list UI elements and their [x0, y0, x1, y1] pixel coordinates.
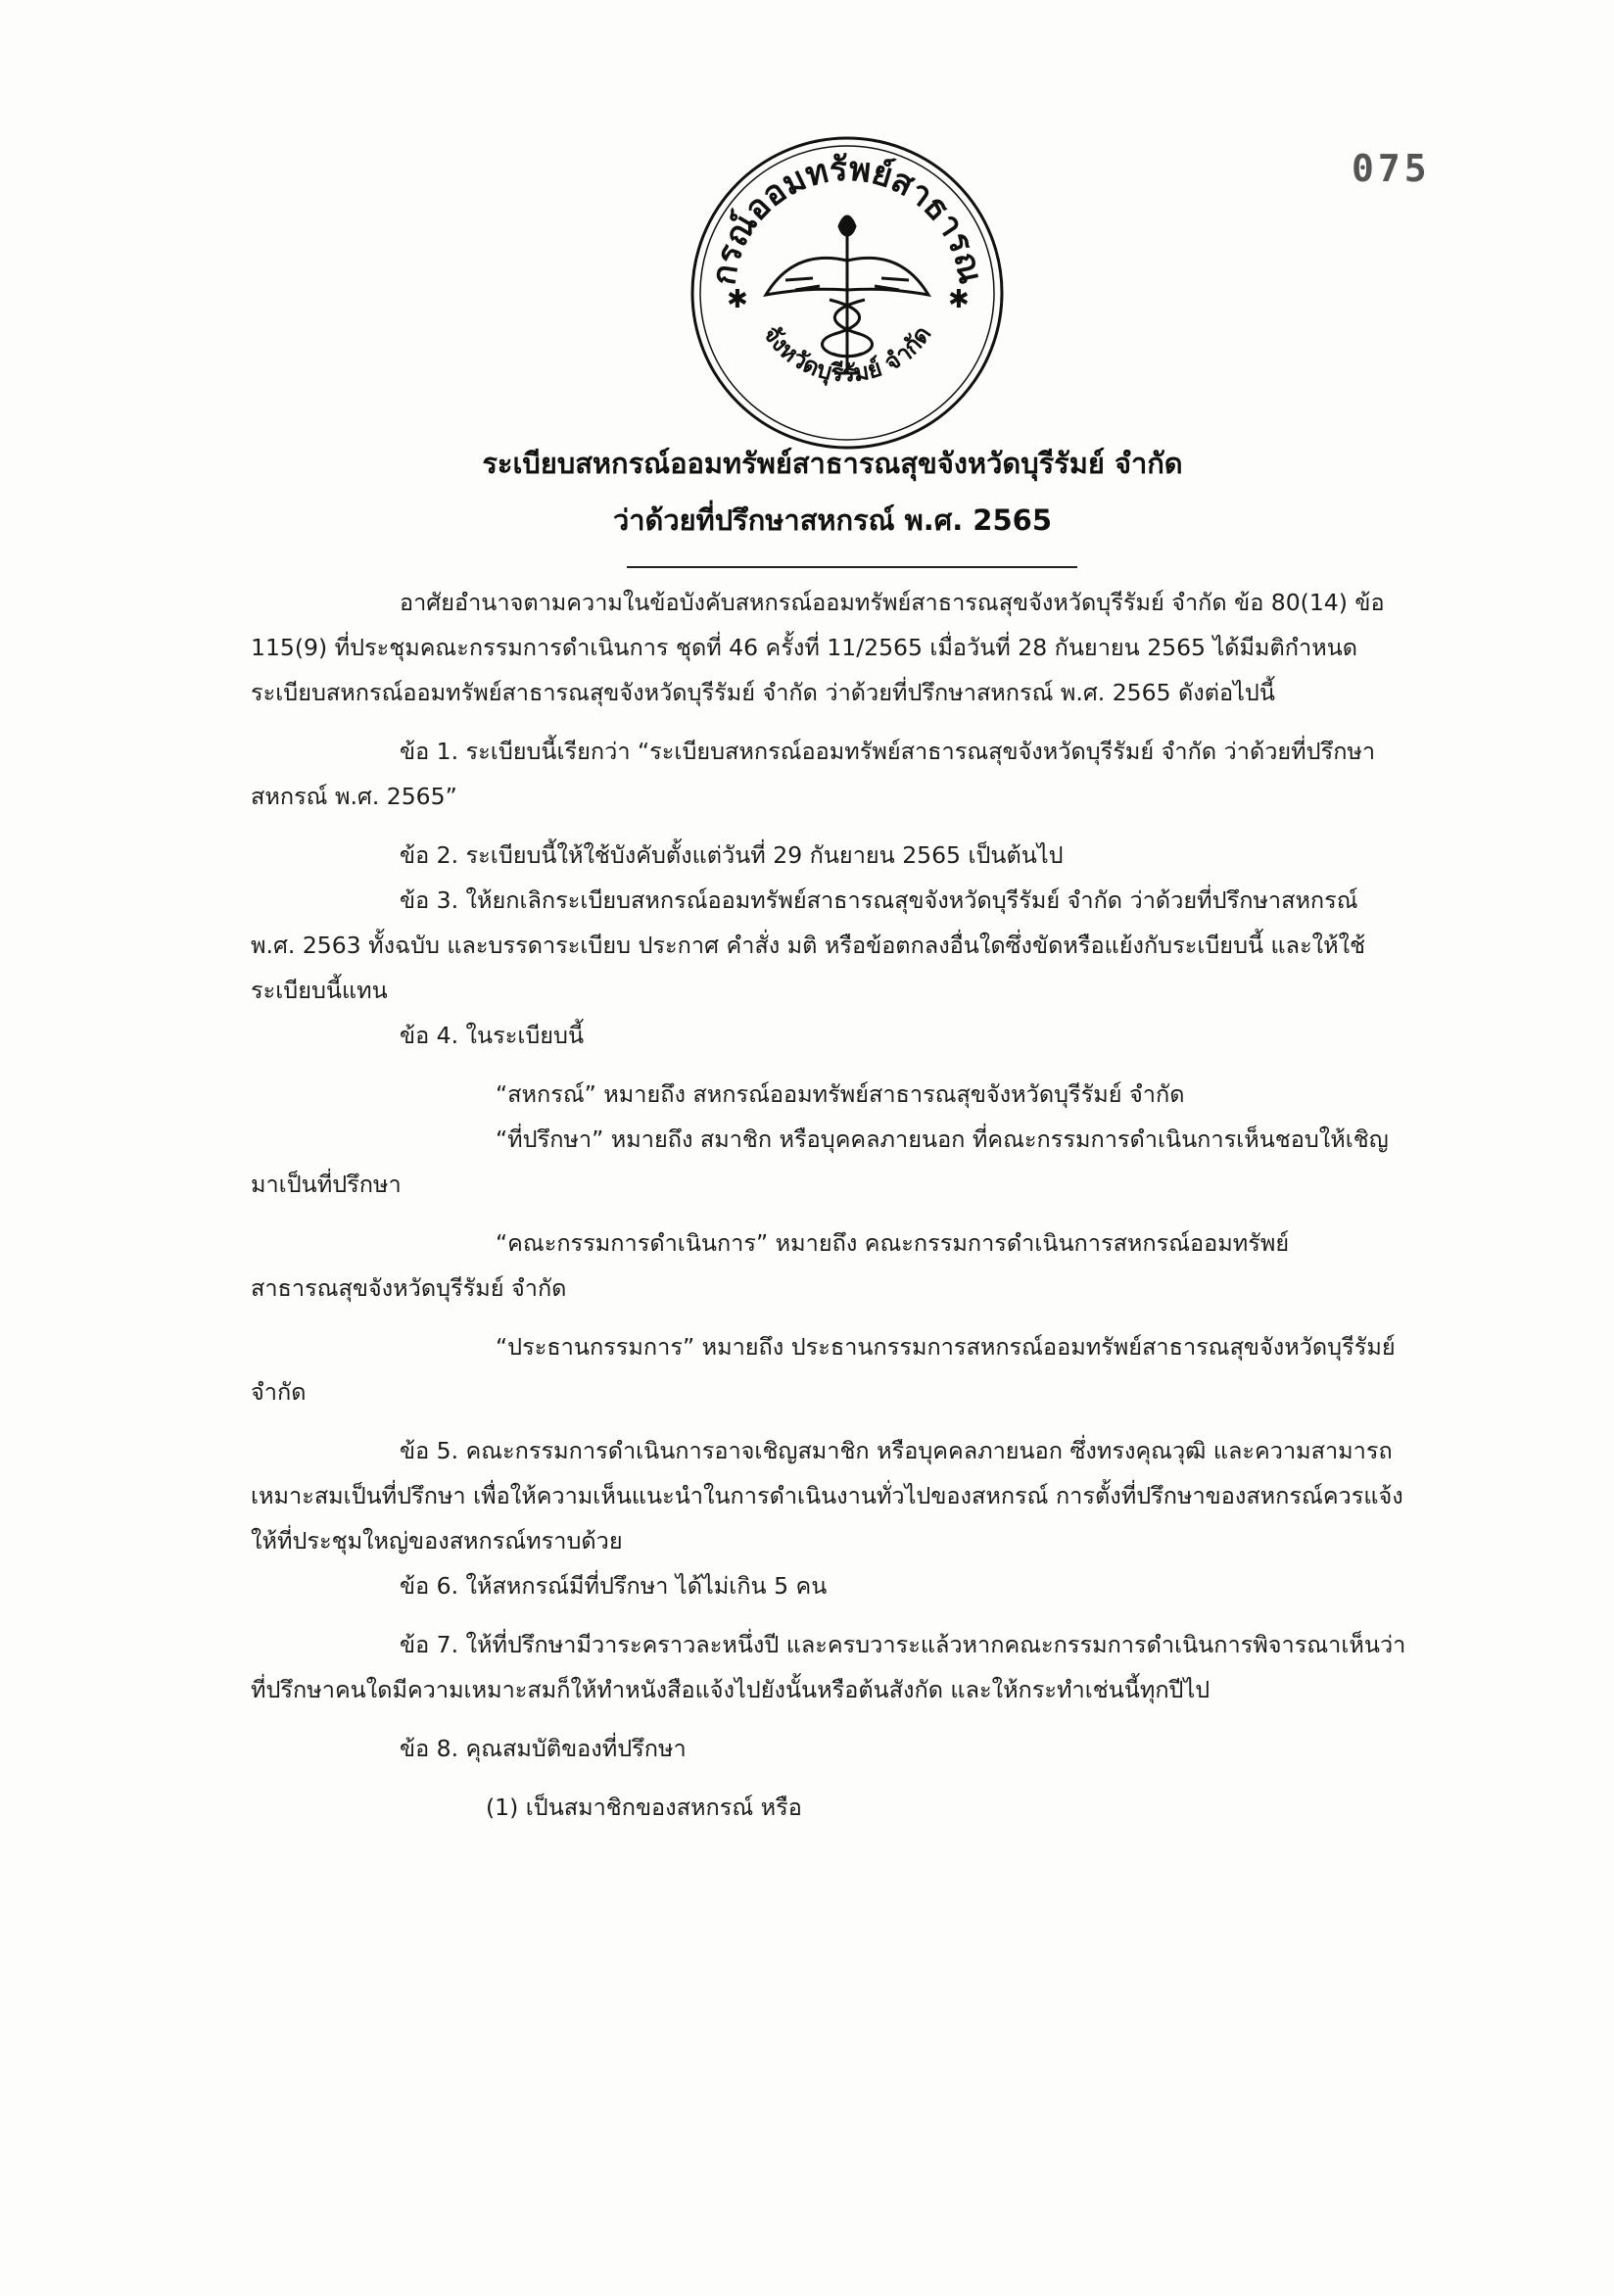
clause-8: ข้อ 8. คุณสมบัติของที่ปรึกษา	[400, 1735, 687, 1762]
title-divider	[627, 566, 1077, 568]
document-title: ระเบียบสหกรณ์ออมทรัพย์สาธารณสุขจังหวัดบุรีรัมย์ จำกัด	[482, 447, 1183, 480]
definition-board: “คณะกรรมการดำเนินการ” หมายถึง คณะกรรมการดำเนินการสหกรณ์ออมทรัพย์สาธารณสุขจังหวัดบุรีรัมย์ จำกัด	[251, 1229, 1290, 1302]
clause-6: ข้อ 6. ให้สหกรณ์มีที่ปรึกษา ได้ไม่เกิน 5 คน	[400, 1572, 828, 1600]
clause-4: ข้อ 4. ในระเบียบนี้	[400, 1022, 585, 1049]
seal-bottom-text: จังหวัดบุรีรัมย์ จำกัด	[757, 320, 937, 388]
clause-8-item-1: (1) เป็นสมาชิกของสหกรณ์ หรือ	[486, 1794, 802, 1821]
definition-advisor: “ที่ปรึกษา” หมายถึง สมาชิก หรือบุคคลภายนอก ที่คณะกรรมการดำเนินการเห็นชอบให้เชิญมาเป็นที่ปรึกษา	[251, 1125, 1389, 1198]
seal-star-right: ✱	[948, 285, 970, 314]
clause-3: ข้อ 3. ให้ยกเลิกระเบียบสหกรณ์ออมทรัพย์สาธารณสุขจังหวัดบุรีรัมย์ จำกัด ว่าด้วยที่ปรึกษาสหกรณ์ พ.ศ. 2563 ทั้งฉบับ และบรรดาระเบียบ ประกาศ คำสั่ง มติ หรือข้อตกลงอื่นใดซึ่งขัดหรือแย้งกับระเบียบนี้ และให้ใช้ระเบียบนี้แทน	[251, 886, 1366, 1004]
document-subtitle: ว่าด้วยที่ปรึกษาสหกรณ์ พ.ศ. 2565	[612, 503, 1053, 537]
seal-graphic	[688, 133, 1007, 453]
seal-star-left: ✱	[727, 285, 748, 314]
preamble-paragraph: อาศัยอำนาจตามความในข้อบังคับสหกรณ์ออมทรัพย์สาธารณสุขจังหวัดบุรีรัมย์ จำกัด ข้อ 80(14) ข้อ 115(9) ที่ประชุมคณะกรรมการดำเนินการ ชุดที่ 46 ครั้งที่ 11/2565 เมื่อวันที่ 28 กันยายน 2565 ได้มีมติกำหนดระเบียบสหกรณ์ออมทรัพย์สาธารณสุขจังหวัดบุรีรัมย์ จำกัด ว่าด้วยที่ปรึกษาสหกรณ์ พ.ศ. 2565 ดังต่อไปนี้	[251, 589, 1385, 706]
definition-cooperative: “สหกรณ์” หมายถึง สหกรณ์ออมทรัพย์สาธารณสุขจังหวัดบุรีรัมย์ จำกัด	[496, 1080, 1185, 1108]
clause-2: ข้อ 2. ระเบียบนี้ให้ใช้บังคับตั้งแต่วันที่ 29 กันยายน 2565 เป็นต้นไป	[400, 841, 1064, 869]
definition-chairman: “ประธานกรรมการ” หมายถึง ประธานกรรมการสหกรณ์ออมทรัพย์สาธารณสุขจังหวัดบุรีรัมย์ จำกัด	[251, 1333, 1396, 1406]
page-number: 075	[1352, 147, 1431, 190]
cooperative-seal	[688, 133, 1007, 453]
clause-7: ข้อ 7. ให้ที่ปรึกษามีวาระคราวละหนึ่งปี และครบวาระแล้วหากคณะกรรมการดำเนินการพิจารณาเห็นว่า ที่ปรึกษาคนใดมีความเหมาะสมก็ให้ทำหนังสือแจ้งไปยังนั้นหรือต้นสังกัด และให้กระทำเช่นนี้ทุกปีไป	[251, 1631, 1406, 1703]
clause-5: ข้อ 5. คณะกรรมการดำเนินการอาจเชิญสมาชิก หรือบุคคลภายนอก ซึ่งทรงคุณวุฒิ และความสามารถเหมาะสมเป็นที่ปรึกษา เพื่อให้ความเห็นแนะนำในการดำเนินงานทั่วไปของสหกรณ์ การตั้งที่ปรึกษาของสหกรณ์ควรแจ้งให้ที่ประชุมใหญ่ของสหกรณ์ทราบด้วย	[251, 1437, 1403, 1555]
document-body	[251, 580, 1406, 1830]
seal-top-text: กรณ์ออมทรัพย์สาธารณ	[704, 149, 991, 288]
clause-1: ข้อ 1. ระเบียบนี้เรียกว่า “ระเบียบสหกรณ์ออมทรัพย์สาธารณสุขจังหวัดบุรีรัมย์ จำกัด ว่าด้วยที่ปรึกษาสหกรณ์ พ.ศ. 2565”	[251, 738, 1376, 810]
